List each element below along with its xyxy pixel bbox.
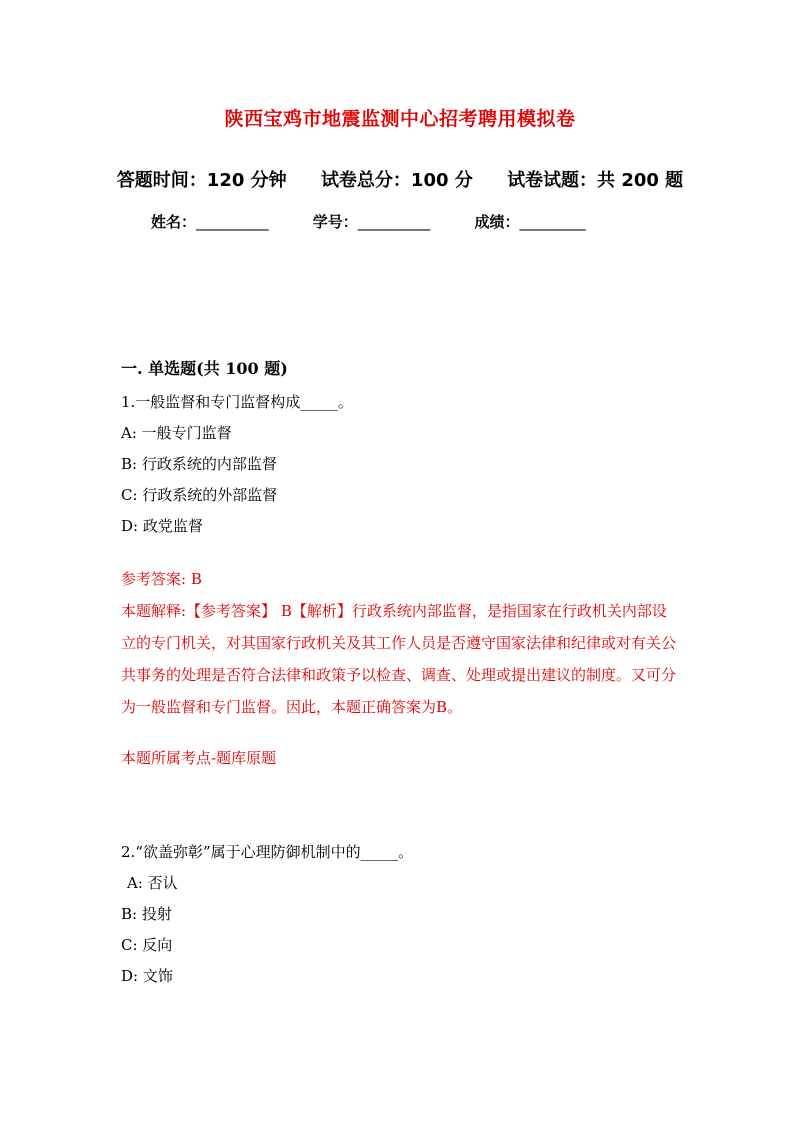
score-label: 成绩： [474,213,520,231]
student-id-field [313,211,430,232]
section-heading: 一. 单选题(共 100 题) [121,359,288,378]
student-id-label: 学号： [312,213,358,231]
total-score: 试卷总分：100 分 [320,170,473,191]
score-field [475,211,585,232]
reference-answer: 参考答案: B [121,570,202,588]
exam-info-row [0,166,800,192]
option-a: A: 一般专门监督 [121,424,232,442]
option-a: A: 否认 [127,874,178,892]
name-field [151,211,268,232]
student-id-blank: ___________ [357,213,430,231]
question-stem: 2.“欲盖弥彰”属于心理防御机制中的_____。 [121,843,414,861]
total-questions: 试卷试题：共 200 题 [507,170,684,191]
option-d: D: 文饰 [121,967,173,985]
score-blank: __________ [519,213,585,231]
name-blank: ___________ [196,213,268,231]
student-info-row [151,211,585,232]
question-stem: 1.一般监督和专门监督构成_____。 [121,393,353,411]
answer-analysis: 本题解释:【参考答案】 B【解析】行政系统内部监督，是指国家在行政机关内部设立的专门机关，对其国家行政机关及其工作人员是否遵守国家法律和纪律或对有关公共事务的处理是否符合法律和政策予以检查、调查、处理或提出建议的制度。又可分为一般监督和专门监督。因此，本题正确答案为B。 [121,602,677,716]
question-block [121,387,681,774]
page-title: 陕西宝鸡市地震监测中心招考聘用模拟卷 [224,108,576,130]
question-block [121,837,681,992]
option-b: B: 投射 [121,905,172,923]
exam-point: 本题所属考点-题库原题 [121,749,277,767]
name-label: 姓名： [151,213,197,231]
option-c: C: 行政系统的外部监督 [121,486,278,504]
option-d: D: 政党监督 [121,517,203,535]
option-b: B: 行政系统的内部监督 [121,455,277,473]
exam-time: 答题时间：120 分钟 [116,170,287,191]
question-content [121,355,681,992]
option-c: C: 反向 [121,936,173,954]
